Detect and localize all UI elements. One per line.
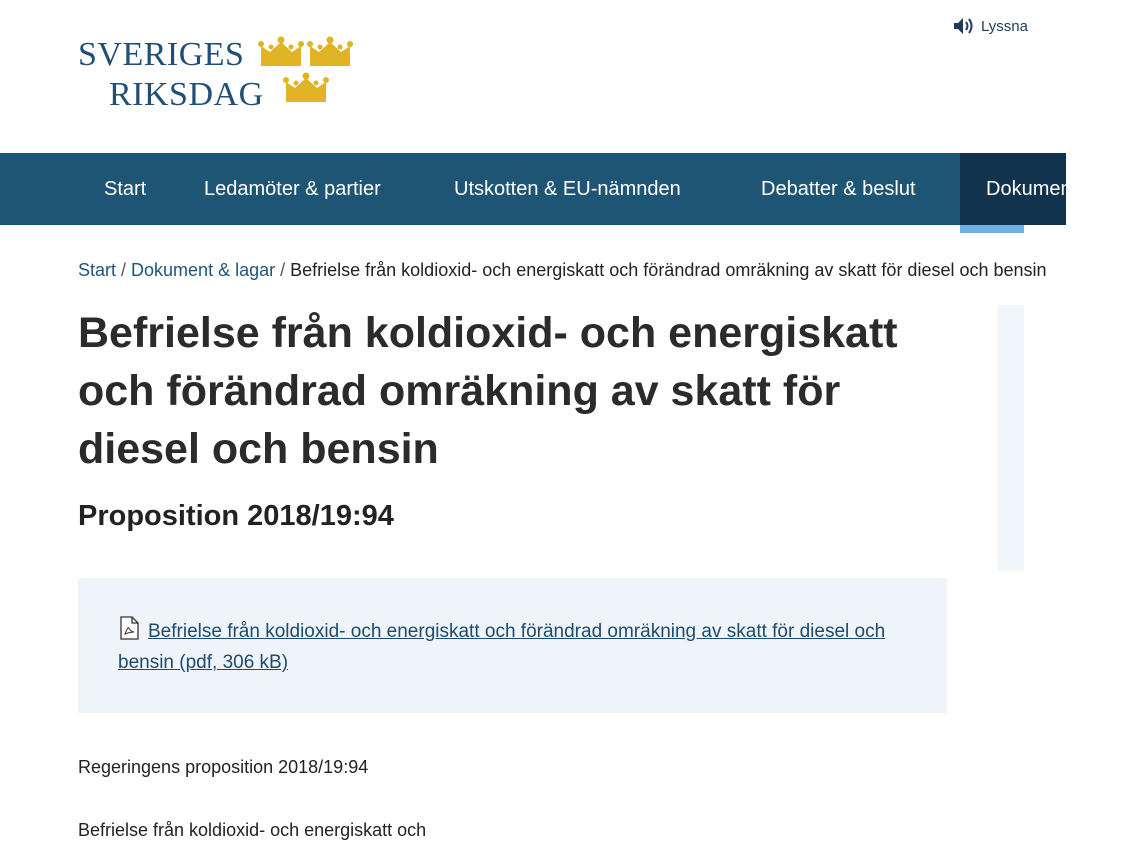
page-title: Befrielse från koldioxid- och energiskatt och förändrad omräkning av skatt för diesel och bensin <box>78 309 898 473</box>
breadcrumb-link-start[interactable]: Start <box>78 260 117 280</box>
main-navigation <box>0 153 1146 225</box>
listen-button[interactable] <box>953 17 1028 35</box>
breadcrumb-current: Befrielse från koldioxid- och energiskatt och förändrad omräkning av skatt för diesel och bensin <box>290 260 1047 280</box>
pdf-file-icon <box>118 616 140 640</box>
document-box <box>78 578 947 713</box>
breadcrumb-separator: / <box>121 260 127 280</box>
riksdag-logo[interactable] <box>78 36 368 112</box>
breadcrumb-separator: / <box>280 260 286 280</box>
body-paragraph: Regeringens proposition 2018/19:94 <box>78 757 369 777</box>
nav-item-ledamoter-partier[interactable]: Ledamöter & partier <box>204 178 381 200</box>
nav-item-utskotten-eu[interactable]: Utskotten & EU-nämnden <box>454 178 681 200</box>
nav-item-debatter-beslut[interactable]: Debatter & beslut <box>761 178 916 200</box>
speaker-icon <box>953 17 975 35</box>
page-subtitle: Proposition 2018/19:94 <box>78 500 394 532</box>
breadcrumb <box>78 260 1047 281</box>
nav-active-indicator <box>960 225 1024 233</box>
crown-icon <box>258 36 304 68</box>
nav-item-dokument-lagar[interactable]: Dokument & lagar <box>960 153 1066 225</box>
side-panel <box>998 305 1024 571</box>
pdf-download-link[interactable] <box>118 616 898 678</box>
nav-item-start[interactable]: Start <box>104 178 147 200</box>
body-paragraph: Befrielse från koldioxid- och energiskatt och <box>78 820 427 840</box>
pdf-link-text: Befrielse från koldioxid- och energiskatt och förändrad omräkning av skatt för diesel och bensin (pdf, 306 kB) <box>118 621 886 673</box>
crown-icon <box>283 72 329 104</box>
logo-text-line1: SVERIGES <box>78 36 245 73</box>
logo-text-line2: RIKSDAG <box>109 76 264 113</box>
crown-icon <box>307 36 353 68</box>
listen-label: Lyssna <box>981 17 1028 35</box>
breadcrumb-link-dokument-lagar[interactable]: Dokument & lagar <box>131 260 276 280</box>
